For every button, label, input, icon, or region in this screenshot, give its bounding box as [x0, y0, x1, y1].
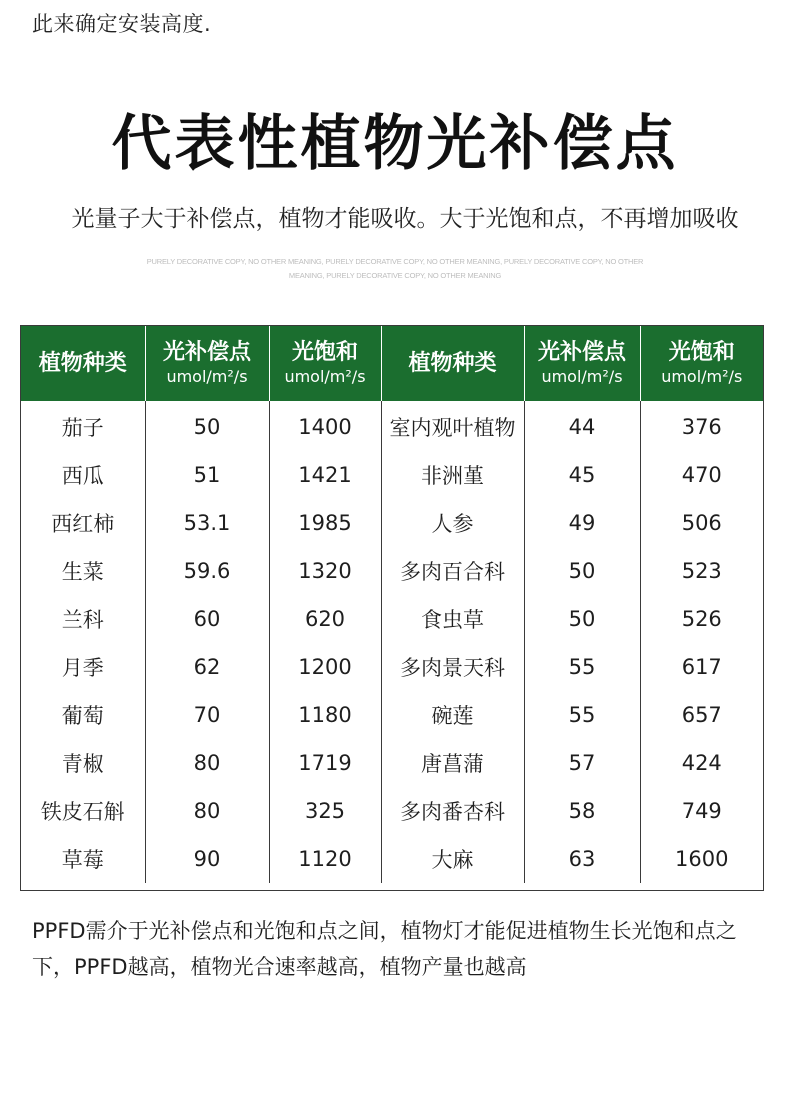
- table-cell: 西红柿: [51, 512, 115, 536]
- table-cell: 室内观叶植物: [381, 401, 524, 451]
- table-cell: 青椒: [61, 752, 104, 776]
- table-cell: 59.6: [145, 547, 269, 595]
- table-cell: 325: [269, 787, 381, 835]
- table-row: [21, 835, 763, 883]
- column-header-label: 植物种类: [38, 350, 127, 376]
- table-row: [21, 595, 763, 643]
- table-cell: 多肉百合科: [381, 547, 524, 595]
- table-cell: 523: [640, 547, 763, 595]
- table-cell: 食虫草: [381, 595, 524, 643]
- table-cell: 70: [145, 691, 269, 739]
- table-cell: 唐菖蒲: [381, 739, 524, 787]
- table-cell: 90: [145, 835, 269, 883]
- table-cell: 376: [640, 401, 763, 451]
- table-cell: 80: [145, 739, 269, 787]
- table-cell: 1120: [269, 835, 381, 883]
- compensation-point-table: [20, 325, 764, 891]
- decorative-copy: PURELY DECORATIVE COPY, NO OTHER MEANING, PURELY DECORATIVE COPY, NO OTHER MEANING, PURELY DECORATIVE COPY, NO OTHER MEANING, PURELY DECORATIVE COPY, NO OTHER MEANING: [146, 257, 644, 280]
- table-cell: 50: [524, 595, 640, 643]
- table-cell: 749: [640, 787, 763, 835]
- table-cell: 80: [145, 787, 269, 835]
- page-title: 代表性植物光补偿点: [111, 109, 679, 179]
- table-cell: 50: [145, 401, 269, 451]
- table-cell: 1421: [269, 451, 381, 499]
- table-cell: 45: [524, 451, 640, 499]
- column-header: [269, 326, 381, 401]
- table-cell: 657: [640, 691, 763, 739]
- table-cell: 1985: [269, 499, 381, 547]
- table-cell: 49: [524, 499, 640, 547]
- table-cell: 53.1: [145, 499, 269, 547]
- top-caption: 此来确定安装高度.: [32, 12, 212, 36]
- column-header-unit: umol/m²/s: [661, 366, 743, 386]
- table-cell: 63: [524, 835, 640, 883]
- table-cell: 1400: [269, 401, 381, 451]
- table-row: [21, 739, 763, 787]
- table-cell: 碗莲: [381, 691, 524, 739]
- table-cell: 526: [640, 595, 763, 643]
- table-cell: 44: [524, 401, 640, 451]
- table-cell: 617: [640, 643, 763, 691]
- subtitle: 光量子大于补偿点，植物才能吸收。大于光饱和点，不再增加吸收: [71, 206, 739, 232]
- table-cell: 多肉番杏科: [381, 787, 524, 835]
- column-header-unit: umol/m²/s: [166, 366, 248, 386]
- column-header-label: 光饱和: [668, 339, 735, 365]
- table-cell: 50: [524, 547, 640, 595]
- data-table: [21, 326, 763, 883]
- table-body: [21, 401, 763, 883]
- column-header: [381, 326, 524, 401]
- table-cell: 1320: [269, 547, 381, 595]
- table-cell: 57: [524, 739, 640, 787]
- table-cell: 铁皮石斛: [40, 800, 125, 824]
- column-header: [640, 326, 763, 401]
- column-header-unit: umol/m²/s: [541, 366, 623, 386]
- column-header-label: 植物种类: [408, 350, 497, 376]
- table-cell: 1600: [640, 835, 763, 883]
- column-header-label: 光补偿点: [162, 339, 251, 365]
- table-cell: 大麻: [381, 835, 524, 883]
- table-cell: 51: [145, 451, 269, 499]
- table-row: [21, 499, 763, 547]
- table-cell: 62: [145, 643, 269, 691]
- table-row: [21, 547, 763, 595]
- table-cell: 1719: [269, 739, 381, 787]
- table-cell: 55: [524, 691, 640, 739]
- table-cell: 58: [524, 787, 640, 835]
- column-header-label: 光饱和: [291, 339, 358, 365]
- table-header-row: [21, 326, 763, 401]
- column-header-label: 光补偿点: [537, 339, 626, 365]
- table-row: [21, 643, 763, 691]
- table-cell: 葡萄: [61, 704, 104, 728]
- table-row: [21, 787, 763, 835]
- column-header-unit: umol/m²/s: [284, 366, 366, 386]
- table-cell: 1200: [269, 643, 381, 691]
- table-cell: 人参: [381, 499, 524, 547]
- table-cell: 西瓜: [61, 464, 104, 488]
- bottom-paragraph: PPFD需介于光补偿点和光饱和点之间，植物灯才能促进植物生长光饱和点之下，PPFD越高，植物光合速率越高，植物产量也越高: [32, 919, 737, 979]
- table-cell: 1180: [269, 691, 381, 739]
- table-cell: 兰科: [61, 608, 104, 632]
- table-row: [21, 691, 763, 739]
- table-cell: 多肉景天科: [381, 643, 524, 691]
- table-cell: 60: [145, 595, 269, 643]
- table-cell: 55: [524, 643, 640, 691]
- table-row: [21, 451, 763, 499]
- table-row: [21, 401, 763, 451]
- table-cell: 620: [269, 595, 381, 643]
- table-cell: 470: [640, 451, 763, 499]
- table-cell: 生菜: [61, 560, 104, 584]
- table-cell: 草莓: [61, 848, 104, 872]
- table-cell: 茄子: [61, 416, 104, 440]
- table-cell: 非洲堇: [381, 451, 524, 499]
- column-header: [21, 326, 145, 401]
- table-cell: 月季: [61, 656, 104, 680]
- column-header: [524, 326, 640, 401]
- table-cell: 424: [640, 739, 763, 787]
- table-cell: 506: [640, 499, 763, 547]
- column-header: [145, 326, 269, 401]
